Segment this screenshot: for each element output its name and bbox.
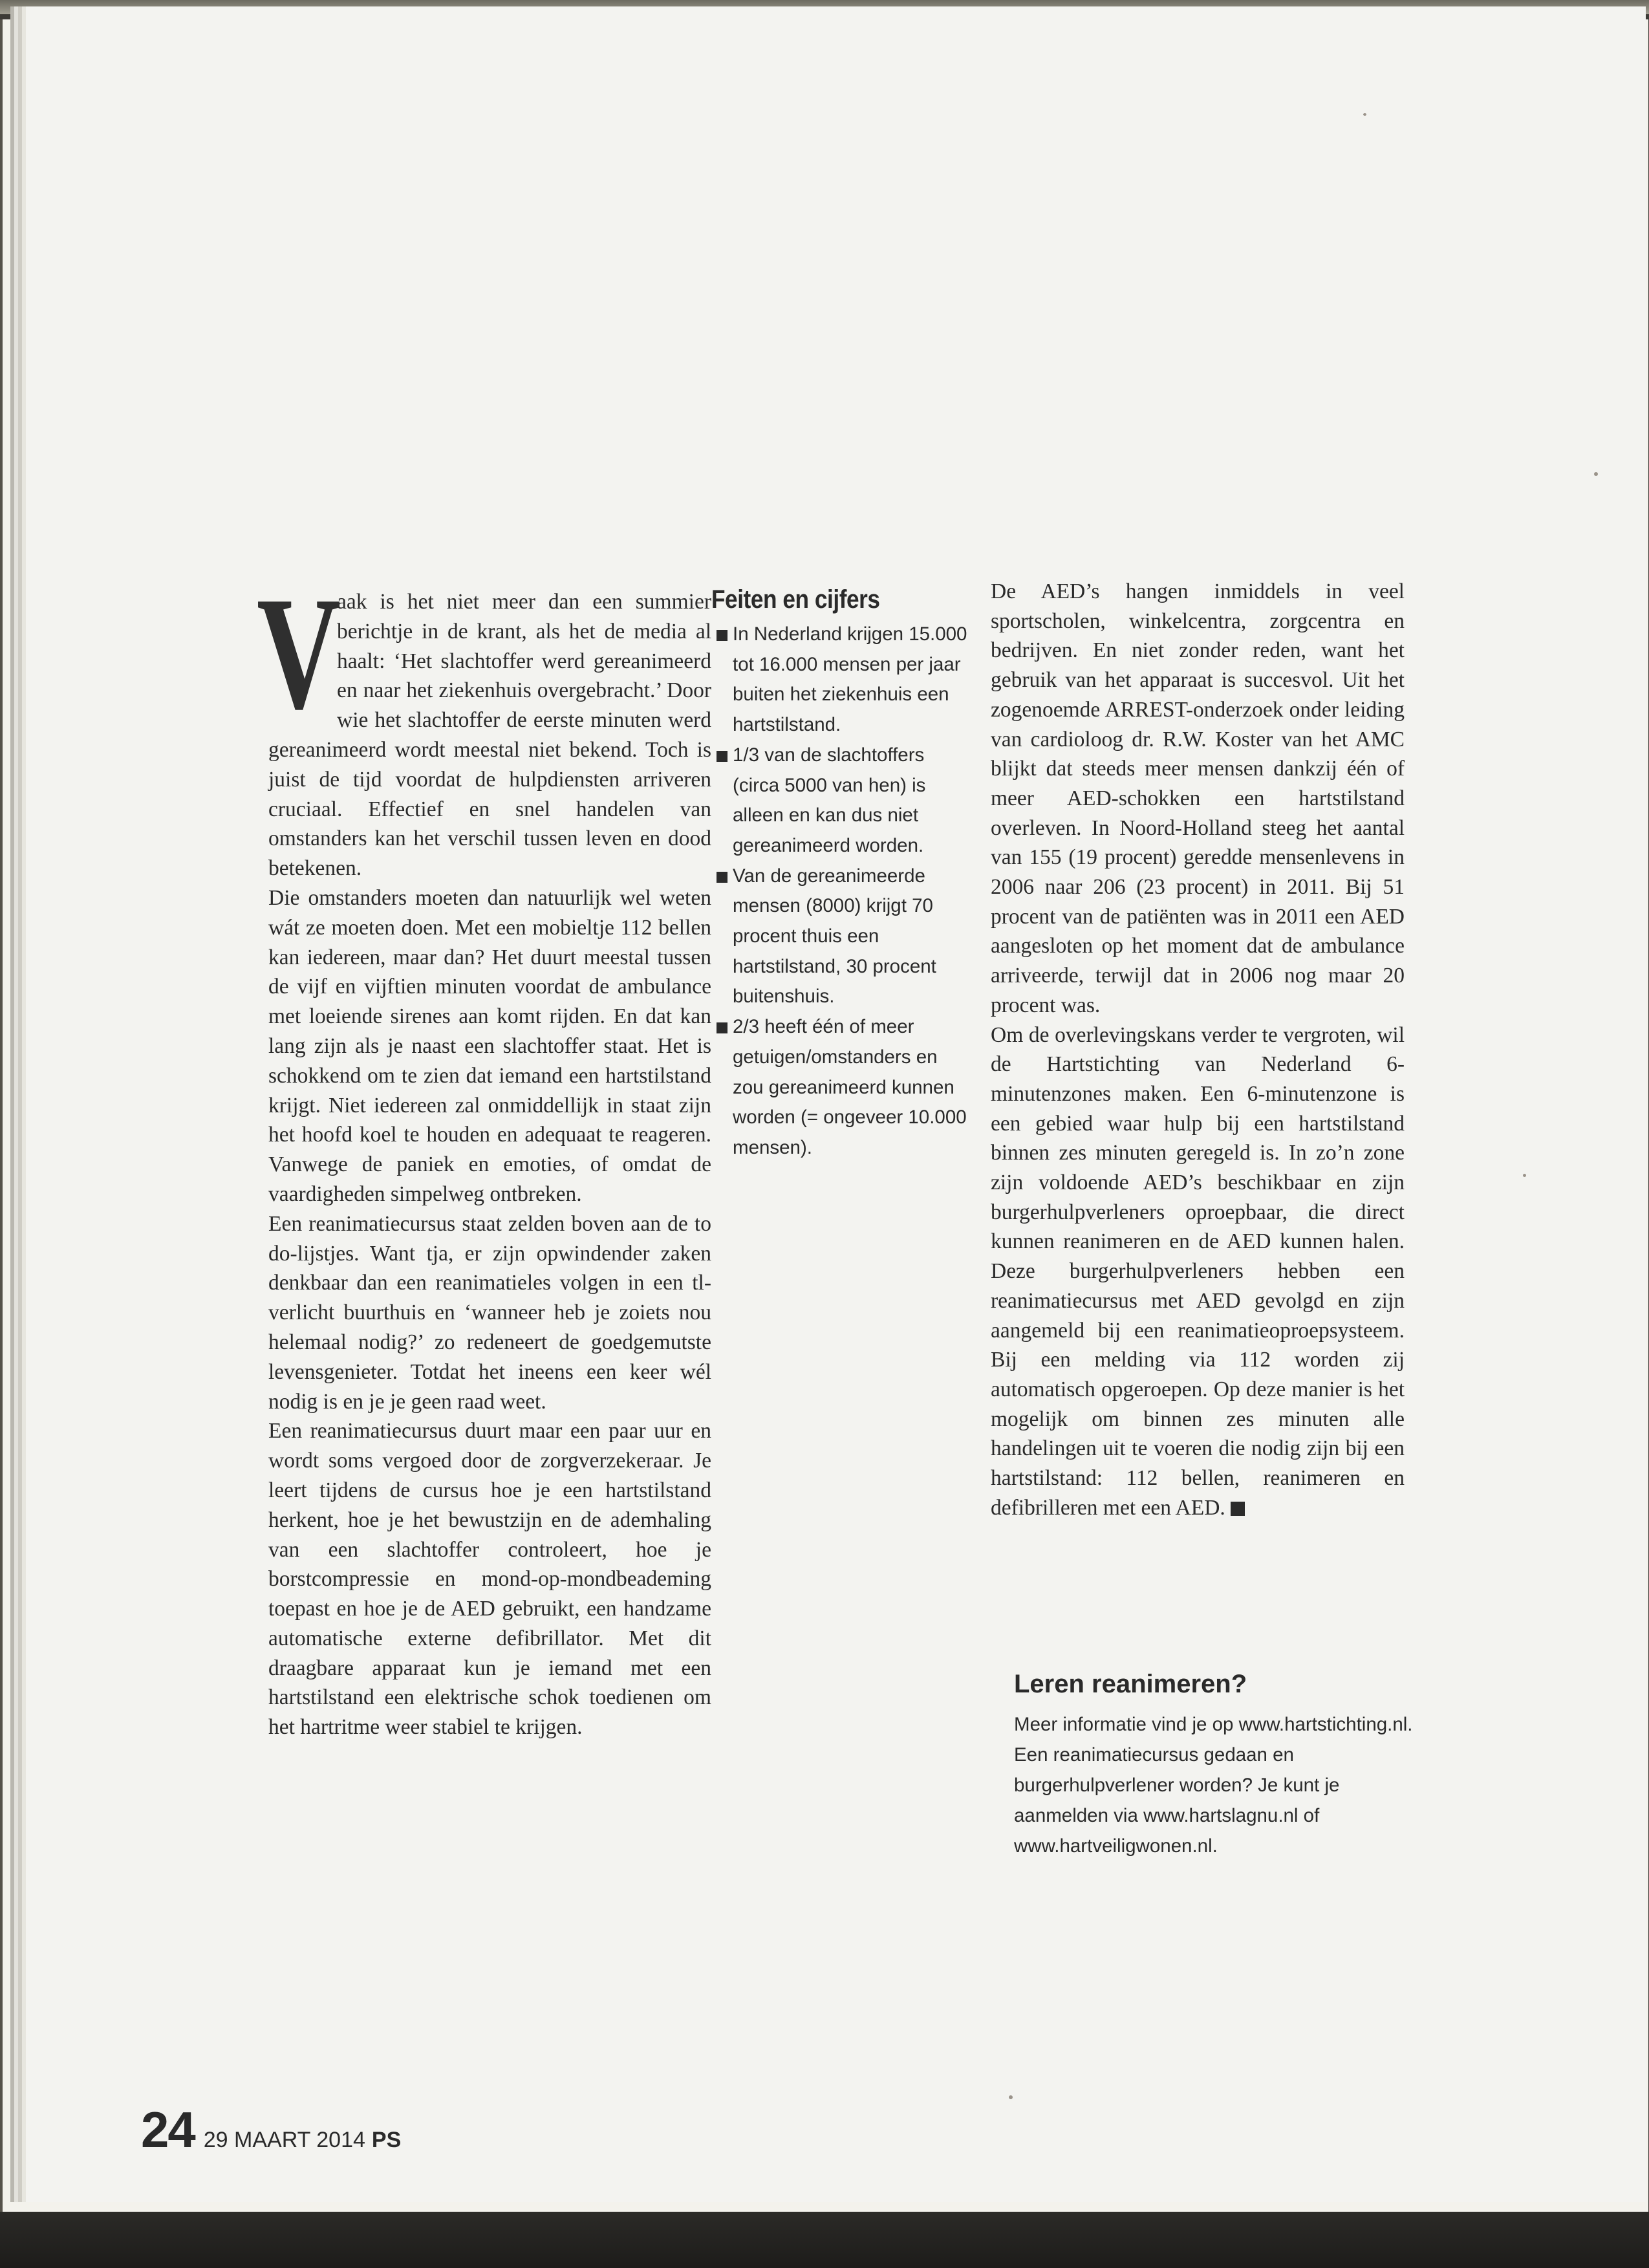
publication-name: PS [371, 2128, 402, 2152]
facts-sidebar [711, 585, 970, 1163]
article-column-1 [257, 564, 711, 1742]
end-mark-icon [1231, 1502, 1245, 1516]
facts-list [711, 620, 970, 1163]
facts-item [711, 861, 970, 1013]
scan-bottom-edge [0, 2212, 1649, 2268]
paragraph: Een reanimatiecursus staat zelden boven aan de to do-lijstjes. Want tja, er zijn opwindender zaken denkbaar dan een reanimatieles volgen in een tl-verlicht buurthuis en ‘wanneer heb je zoiets nou helemaal nodig?’ zo redeneert de goedgemutste levensgenieter. Totdat het ineens een keer wél nodig is en je je geen raad weet. [268, 1211, 711, 1414]
paragraph-text: Om de overlevingskans verder te vergroten, wil de Hartstichting van Nederland 6-minutenzones maken. Een 6-minutenzone is een gebied waar hulp bij een hartstilstand binnen zes minuten geregeld is. In zo’n zone zijn voldoende AED’s beschikbaar en zijn burgerhulpverleners oproepbaar, die direct kunnen reanimeren en de AED kunnen halen. Deze burgerhulpverleners hebben een reanimatiecursus met AED gevolgd en zijn aangemeld bij een reanimatieoproepsysteem. Bij een melding via 112 worden zij automatisch opgeroepen. Op deze manier is het mogelijk om binnen zes minuten alle handelingen uit te voeren die nodig zijn bij een hartstilstand: 112 bellen, reanimeren en defibrilleren met een AED. [991, 1022, 1405, 1520]
paragraph: De AED’s hangen inmiddels in veel sportscholen, winkelcentra, zorgcentra en bedrijven. En niet zonder reden, want het gebruik van het apparaat is succesvol. Uit het zogenoemde ARREST-onderzoek onder leiding van cardioloog dr. R.W. Koster van het AMC blijkt dat steeds meer mensen dankzij één of meer AED-schokken een hartstilstand overleven. In Noord-Holland steeg het aantal van 155 (19 procent) geredde mensenlevens in 2006 naar 206 (23 procent) in 2011. Bij 51 procent van de patiënten was in 2011 een AED aangesloten op het moment dat de ambulance arriveerde, terwijl dat in 2006 nog maar 20 procent was. [991, 579, 1405, 1017]
page-footer [141, 2101, 401, 2159]
facts-item-text: 2/3 heeft één of meer getuigen/omstanders en zou gereanimeerd kunnen worden (= ongeveer 10.000 mensen). [733, 1016, 967, 1158]
square-bullet-icon [717, 1022, 727, 1033]
issue-date: 29 MAART 2014 [203, 2128, 365, 2152]
page-number: 24 [141, 2101, 195, 2158]
article-column-3 [991, 577, 1405, 1523]
square-bullet-icon [717, 630, 727, 641]
paragraph [991, 1021, 1405, 1523]
scan-speck [1363, 113, 1366, 116]
facts-item-text: 1/3 van de slachtoffers (circa 5000 van hen) is alleen en kan dus niet gereanimeerd worden. [733, 744, 926, 856]
square-bullet-icon [717, 751, 727, 762]
square-bullet-icon [717, 872, 727, 883]
info-box-title: Leren reanimeren? [1014, 1670, 1247, 1698]
info-box-text: Meer informatie vind je op www.hartstichting.nl. Een reanimatiecursus gedaan en burgerhulpverlener worden? Je kunt je aanmelden via www.hartslagnu.nl of www.hartveiligwonen.nl. [1014, 1714, 1413, 1857]
paragraph: aak is het niet meer dan een summier berichtje in de krant, als het de media al haalt: ‘Het slachtoffer werd gereanimeerd en naar het ziekenhuis overgebracht.’ Door wie het slachtoffer de eerste minuten werd gereanimeerd wordt meestal niet bekend. Toch is juist de tijd voordat de hulpdiensten arriveren cruciaal. Effectief en snel handelen van omstanders kan het verschil tussen leven en dood betekenen. [268, 590, 711, 881]
info-box [1014, 1670, 1415, 1861]
scan-speck [1594, 472, 1598, 476]
facts-item [711, 1012, 970, 1163]
paragraph: Een reanimatiecursus duurt maar een paar uur en wordt soms vergoed door de zorgverzekeraar. Je leert tijdens de cursus hoe je een hartstilstand herkent, hoe je het bewustzijn en de ademhaling van een slachtoffer controleert, hoe je borstcompressie en mond-op-mondbeademing toepast en hoe je de AED gebruikt, een handzame automatische externe defibrillator. Met dit draagbare apparaat kun je iemand met een hartstilstand een elektrische schok toedienen om het hartritme weer stabiel te krijgen. [268, 1419, 711, 1740]
drop-cap: V [257, 564, 341, 743]
facts-item-text: Van de gereanimeerde mensen (8000) krijgt 70 procent thuis een hartstilstand, 30 procent buitenshuis. [733, 865, 936, 1008]
facts-title: Feiten en cijfers [711, 585, 880, 614]
facts-item [711, 620, 970, 740]
facts-item-text: In Nederland krijgen 15.000 tot 16.000 mensen per jaar buiten het ziekenhuis een hartstilstand. [733, 623, 967, 736]
scan-speck [1009, 2095, 1013, 2099]
facts-item [711, 740, 970, 861]
paragraph: Die omstanders moeten dan natuurlijk wel weten wát ze moeten doen. Met een mobieltje 112 bellen kan iedereen, maar dan? Het duurt meestal tussen de vijf en vijftien minuten voordat de ambulance met loeiende sirenes aan komt rijden. En dat kan lang zijn als je naast een slachtoffer staat. Het is schokkend om te zien dat iemand een hartstilstand krijgt. Niet iedereen zal onmiddellijk in staat zijn het hoofd koel te houden en adequaat te reageren. Vanwege de paniek en emoties, of omdat de vaardigheden simpelweg ontbreken. [268, 885, 711, 1206]
scan-speck [1523, 1174, 1526, 1177]
